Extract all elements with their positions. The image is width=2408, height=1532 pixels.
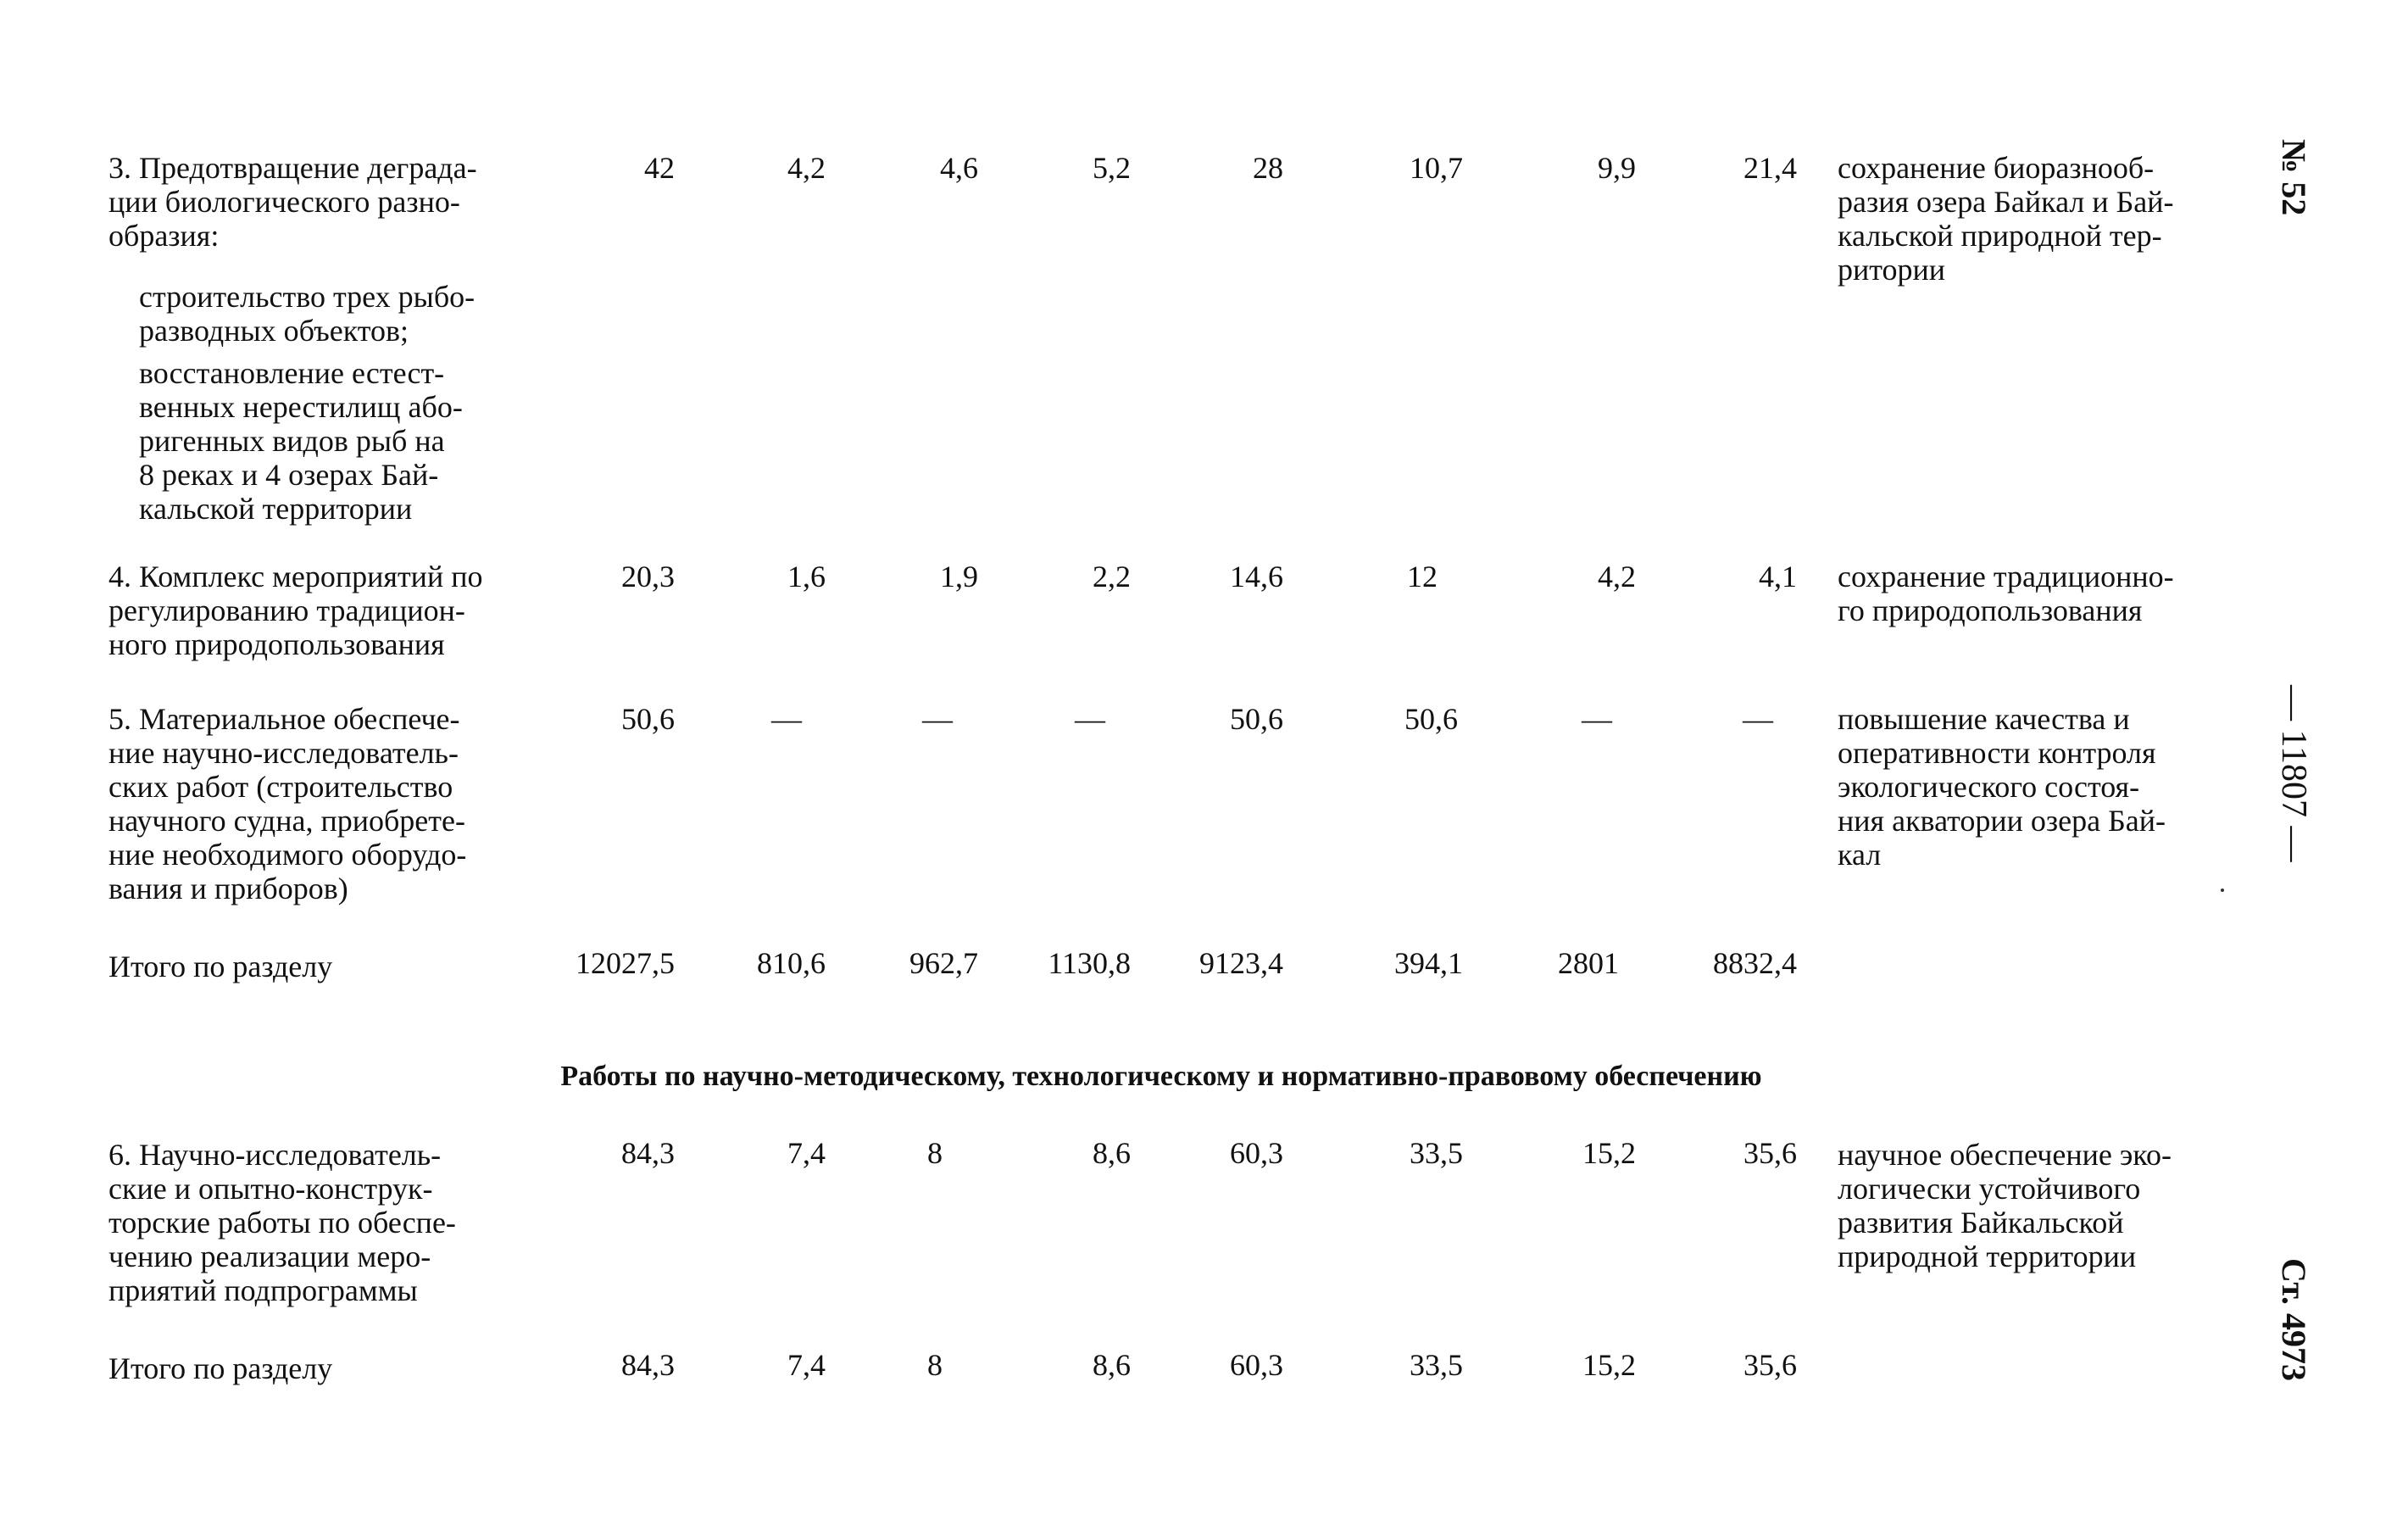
total-2-label: Итого по разделу xyxy=(108,1351,333,1385)
total-2-value-2014: 60,3 xyxy=(1230,1348,1283,1382)
row-5-value-2014: 50,6 xyxy=(1230,702,1283,736)
row-6-value-2013: 8,6 xyxy=(1093,1136,1131,1170)
row-4-description: 4. Комплекс мероприятий по регулированию традицион- ного природопользования xyxy=(108,560,483,661)
row-6-value-2011: 7,4 xyxy=(787,1136,826,1170)
row-3-result: сохранение биоразнооб- разия озера Байкал и Бай- кальской природной тер- ритории xyxy=(1838,151,2174,287)
total-1-value-2014: 9123,4 xyxy=(1199,946,1283,980)
total-1-label: Итого по разделу xyxy=(108,950,333,983)
total-2-value-total: 84,3 xyxy=(621,1348,675,1382)
row-3-value-total: 42 xyxy=(644,151,675,185)
margin-article-number: Ст. 4973 xyxy=(2275,1258,2313,1381)
row-6-result: научное обеспечение эко- логически устойчивого развития Байкальской природной территории xyxy=(1838,1138,2172,1273)
row-5-value-total: 50,6 xyxy=(621,702,675,736)
row-5-value-regional: — xyxy=(1582,702,1612,736)
row-5-description: 5. Материальное обеспече- ние научно-исследователь- ских работ (строительство научного судна, приобрете- ние необходимого оборудо- вания и приборов) xyxy=(108,702,467,905)
total-2-value-regional: 15,2 xyxy=(1582,1348,1636,1382)
row-4-result: сохранение традиционно- го природопользования xyxy=(1838,560,2174,627)
section-heading: Работы по научно-методическому, технологическому и нормативно-правовому обеспечению xyxy=(560,1061,1762,1092)
row-6-value-federal: 33,5 xyxy=(1410,1136,1463,1170)
row-3-value-2013: 5,2 xyxy=(1093,151,1131,185)
row-4-value-total: 20,3 xyxy=(621,560,675,593)
row-5-value-2012: — xyxy=(922,702,953,736)
row-3-value-2012: 4,6 xyxy=(940,151,978,185)
row-4-value-other: 4,1 xyxy=(1759,560,1797,593)
row-6-value-total: 84,3 xyxy=(621,1136,675,1170)
row-6-value-other: 35,6 xyxy=(1743,1136,1797,1170)
row-4-value-regional: 4,2 xyxy=(1598,560,1636,593)
total-1-value-2011: 810,6 xyxy=(757,946,826,980)
row-4-value-2014: 14,6 xyxy=(1230,560,1283,593)
total-1-value-2012: 962,7 xyxy=(909,946,978,980)
total-1-value-other: 8832,4 xyxy=(1713,946,1797,980)
row-3-value-other: 21,4 xyxy=(1743,151,1797,185)
speck-mark xyxy=(2221,889,2224,892)
total-1-value-federal: 394,1 xyxy=(1394,946,1463,980)
row-5-value-other: — xyxy=(1743,702,1773,736)
row-4-value-2013: 2,2 xyxy=(1093,560,1131,593)
row-4-value-2012: 1,9 xyxy=(940,560,978,593)
total-2-value-2013: 8,6 xyxy=(1093,1348,1131,1382)
row-6-value-2012: 8 xyxy=(927,1136,943,1170)
row-3-value-2011: 4,2 xyxy=(787,151,826,185)
row-6-value-regional: 15,2 xyxy=(1582,1136,1636,1170)
total-2-value-other: 35,6 xyxy=(1743,1348,1797,1382)
row-3-subitem-fish-farms: строительство трех рыбо- разводных объектов; xyxy=(139,280,475,348)
row-3-value-2014: 28 xyxy=(1253,151,1283,185)
total-1-value-total: 12027,5 xyxy=(576,946,675,980)
total-1-value-regional: 2801 xyxy=(1558,946,1619,980)
row-3-value-regional: 9,9 xyxy=(1598,151,1636,185)
total-2-value-federal: 33,5 xyxy=(1410,1348,1463,1382)
row-4-value-2011: 1,6 xyxy=(787,560,826,593)
total-1-value-2013: 1130,8 xyxy=(1048,946,1131,980)
row-3-value-federal: 10,7 xyxy=(1410,151,1463,185)
row-5-result: повышение качества и оперативности контроля экологического состоя- ния акватории озера Бай- кал xyxy=(1838,702,2166,872)
row-5-value-federal: 50,6 xyxy=(1404,702,1458,736)
row-4-value-federal: 12 xyxy=(1407,560,1438,593)
total-2-value-2012: 8 xyxy=(927,1348,943,1382)
row-6-description: 6. Научно-исследователь- ские и опытно-конструк- торские работы по обеспе- чению реализации меро- приятий подпрограммы xyxy=(108,1138,456,1307)
row-5-value-2013: — xyxy=(1075,702,1105,736)
margin-doc-number: — 11807 — xyxy=(2274,685,2313,862)
row-5-value-2011: — xyxy=(771,702,802,736)
row-3-description: 3. Предотвращение деграда- ции биологического разно- образия: xyxy=(108,151,477,253)
row-6-value-2014: 60,3 xyxy=(1230,1136,1283,1170)
total-2-value-2011: 7,4 xyxy=(787,1348,826,1382)
margin-issue-number: № 52 xyxy=(2275,139,2313,216)
row-3-subitem-spawning-grounds: восстановление естест- венных нерестилищ або- ригенных видов рыб на 8 реках и 4 озерах Бай- кальской территории xyxy=(139,356,463,526)
